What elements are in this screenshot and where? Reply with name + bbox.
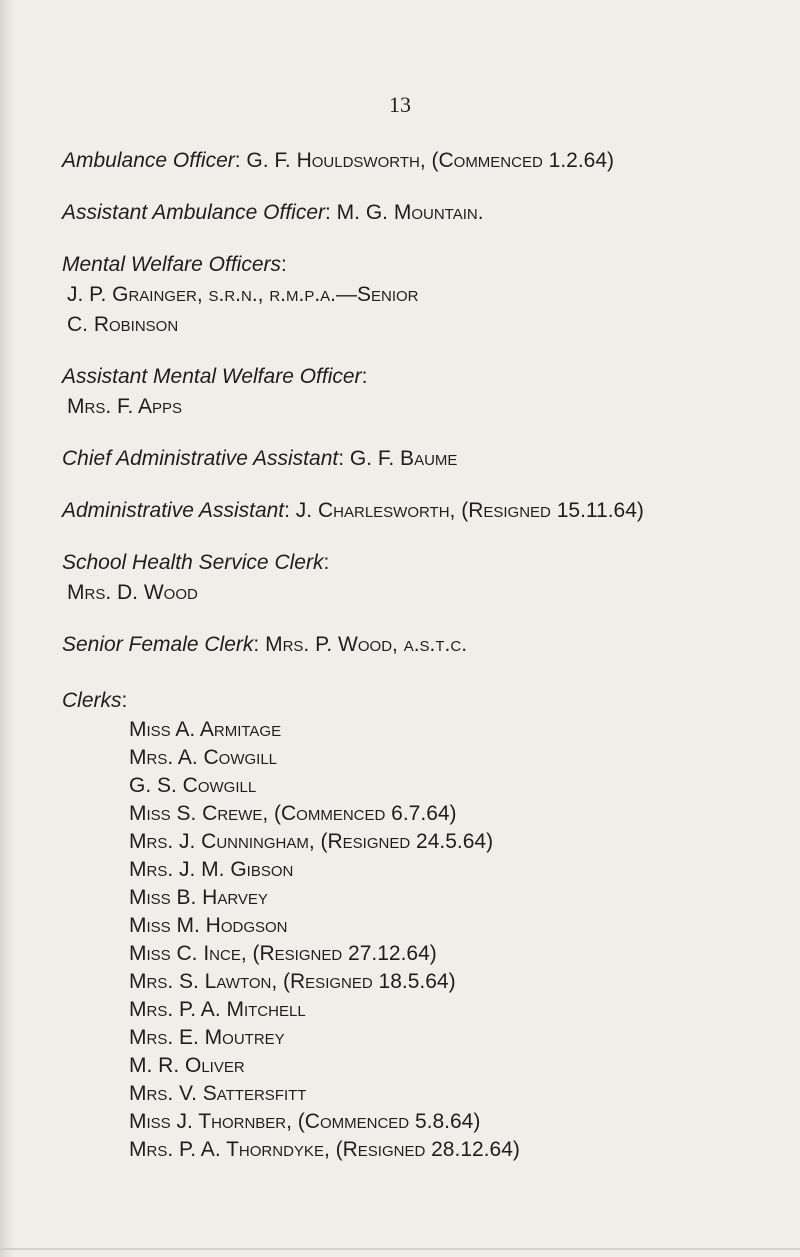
clerk-name: Mrs. A. Cowgill	[129, 746, 278, 769]
administrative-assistant-name: : J. Charlesworth, (Resigned 15.11.64)	[284, 499, 644, 522]
staff-list	[62, 146, 762, 1164]
clerk-name: G. S. Cowgill	[129, 774, 257, 797]
clerk-name: Mrs. J. M. Gibson	[129, 858, 294, 881]
senior-female-clerk-role: Senior Female Clerk	[62, 633, 254, 656]
page-number: 13	[389, 92, 411, 117]
clerk-name: Miss S. Crewe, (Commenced 6.7.64)	[129, 802, 457, 825]
clerk-name: Mrs. P. A. Thorndyke, (Resigned 28.12.64)	[129, 1138, 520, 1161]
clerk-name: Miss A. Armitage	[129, 718, 282, 741]
school-health-service-clerk-name: Mrs. D. Wood	[67, 581, 198, 604]
clerk-name: Mrs. J. Cunningham, (Resigned 24.5.64)	[129, 830, 494, 853]
mental-welfare-officers-heading	[62, 250, 762, 280]
clerk-name: Miss M. Hodgson	[129, 914, 288, 937]
clerk-name: M. R. Oliver	[129, 1054, 245, 1077]
page-bottom-edge	[0, 1248, 800, 1250]
chief-administrative-assistant-entry	[62, 444, 762, 474]
ambulance-officer-entry	[62, 146, 762, 176]
clerk-name: Mrs. V. Sattersfitt	[129, 1082, 307, 1105]
page-edge-shadow	[0, 0, 14, 1257]
clerk-name: Miss B. Harvey	[129, 886, 268, 909]
assistant-ambulance-officer-role: Assistant Ambulance Officer	[62, 201, 325, 224]
assistant-mental-welfare-officer-name: Mrs. F. Apps	[67, 395, 183, 418]
administrative-assistant-role: Administrative Assistant	[62, 499, 285, 522]
senior-female-clerk-entry	[62, 630, 762, 660]
mental-welfare-officer-name: C. Robinson	[67, 313, 179, 336]
ambulance-officer-name: : G. F. Houldsworth, (Commenced 1.2.64)	[234, 149, 615, 172]
assistant-mental-welfare-officer-role: Assistant Mental Welfare Officer	[62, 365, 362, 388]
senior-female-clerk-name: : Mrs. P. Wood, a.s.t.c.	[253, 633, 468, 656]
clerks-role: Clerks	[62, 689, 122, 712]
school-health-service-clerk-colon: :	[323, 551, 330, 574]
clerk-name: Mrs. S. Lawton, (Resigned 18.5.64)	[129, 970, 456, 993]
assistant-ambulance-officer-name: : M. G. Mountain.	[325, 201, 484, 224]
mental-welfare-officers-role: Mental Welfare Officers	[62, 253, 282, 276]
clerks-list	[62, 716, 762, 1164]
administrative-assistant-entry	[62, 496, 762, 526]
mental-welfare-officers-colon: :	[281, 253, 287, 276]
assistant-ambulance-officer-entry	[62, 198, 762, 228]
clerks-colon: :	[121, 689, 128, 712]
clerk-name: Miss J. Thornber, (Commenced 5.8.64)	[129, 1110, 481, 1133]
clerk-name: Mrs. E. Moutrey	[129, 1026, 285, 1049]
assistant-mental-welfare-officer-colon: :	[361, 365, 368, 388]
clerk-name: Mrs. P. A. Mitchell	[129, 998, 306, 1021]
chief-administrative-assistant-role: Chief Administrative Assistant	[62, 447, 339, 470]
clerks-heading	[62, 686, 762, 716]
chief-administrative-assistant-name: : G. F. Baume	[338, 447, 458, 470]
clerk-name: Miss C. Ince, (Resigned 27.12.64)	[129, 942, 437, 965]
ambulance-officer-role: Ambulance Officer	[62, 149, 235, 172]
school-health-service-clerk-role: School Health Service Clerk	[62, 551, 324, 574]
assistant-mental-welfare-officer-heading	[62, 362, 762, 392]
school-health-service-clerk-heading	[62, 548, 762, 578]
mental-welfare-officer-name: J. P. Grainger, s.r.n., r.m.p.a.—Senior	[67, 283, 419, 306]
